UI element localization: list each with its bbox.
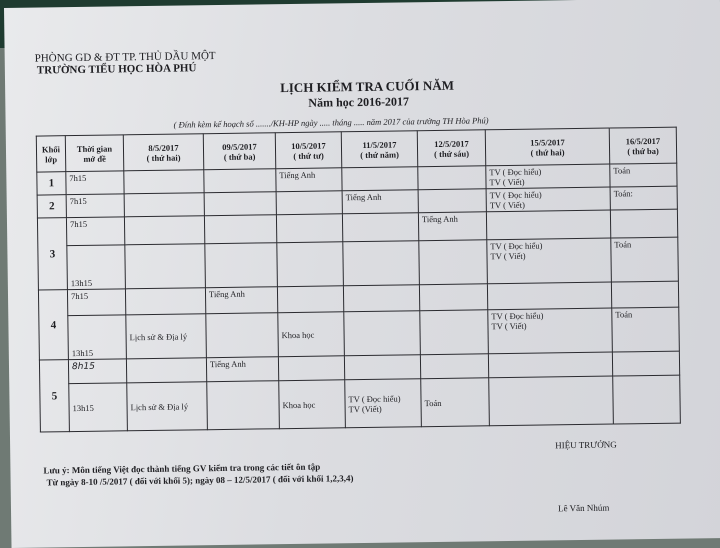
schedule-cell: Tiếng Anh bbox=[205, 287, 277, 314]
exam-schedule-table bbox=[36, 127, 681, 433]
schedule-cell: Tiếng Anh bbox=[342, 190, 418, 214]
time-cell: 7h15 bbox=[66, 217, 124, 246]
time-cell: 7h15 bbox=[66, 194, 124, 218]
header-time: Thời gian mở đề bbox=[65, 135, 123, 172]
khoi-cell: 2 bbox=[37, 195, 66, 218]
time-cell: 7h15 bbox=[66, 171, 124, 195]
schedule-cell: Khoa học bbox=[279, 380, 346, 429]
khoi-cell: 1 bbox=[37, 172, 66, 195]
schedule-cell: TV ( Đọc hiểu) TV ( Viết) bbox=[486, 164, 610, 189]
principal-signature: Lê Văn Nhúm bbox=[557, 502, 610, 514]
schedule-cell: TV ( Đọc hiểu) TV ( Viết) bbox=[488, 308, 613, 354]
footer-note-line-2: Từ ngày 8-10 /5/2017 ( đối với khối 5); ngày 08 – 12/5/2017 ( đối với khối 1,2,3,4) bbox=[46, 473, 354, 488]
time-cell: 7h15 bbox=[67, 289, 125, 316]
school-year: Năm học 2016-2017 bbox=[308, 94, 410, 110]
schedule-cell: TV ( Đọc hiểu) TV ( Viết) bbox=[487, 238, 612, 284]
table-row bbox=[40, 375, 681, 432]
time-cell: 13h15 bbox=[69, 383, 128, 432]
header-date: 09/5/2017 ( thứ ba) bbox=[203, 133, 275, 170]
org-line-1: PHÒNG GD & ĐT TP. THỦ DẦU MỘT bbox=[34, 50, 216, 65]
time-cell: 13h15 bbox=[68, 315, 127, 360]
schedule-cell: Toán bbox=[421, 378, 490, 427]
time-cell bbox=[68, 359, 126, 384]
schedule-cell: TV ( Đọc hiểu) TV ( Viết) bbox=[486, 187, 610, 212]
khoi-cell: 3 bbox=[37, 218, 67, 290]
header-date: 8/5/2017 ( thứ hai) bbox=[123, 134, 203, 171]
schedule-cell: Tiếng Anh bbox=[206, 357, 278, 382]
header-khoi: Khối lớp bbox=[36, 136, 65, 172]
schedule-cell: Tiếng Anh bbox=[418, 212, 486, 241]
khoi-cell: 4 bbox=[38, 290, 68, 360]
schedule-cell: Khoa học bbox=[278, 312, 345, 357]
schedule-cell: Lịch sử & Địa lý bbox=[126, 314, 207, 359]
schedule-cell: Tiếng Anh bbox=[276, 168, 342, 192]
footer-note-line-1: Lưu ý: Môn tiếng Việt đọc thành tiếng GV kiểm tra trong các tiết ôn tập bbox=[43, 461, 321, 476]
schedule-cell: TV ( Đọc hiểu) TV (Viết) bbox=[345, 379, 422, 428]
schedule-cell: Toán bbox=[610, 163, 677, 187]
time-cell: 13h15 bbox=[67, 245, 126, 290]
schedule-cell: Lịch sử & Địa lý bbox=[127, 382, 208, 431]
header-date: 11/5/2017 ( thứ năm) bbox=[341, 131, 417, 168]
handwritten-time: 8h15 bbox=[71, 361, 95, 373]
header-date: 12/5/2017 ( thứ sáu) bbox=[417, 130, 485, 167]
principal-label: HIỆU TRƯỞNG bbox=[555, 439, 617, 451]
schedule-cell: Toán: bbox=[610, 186, 677, 210]
org-line-2: TRƯỜNG TIỂU HỌC HÒA PHÚ bbox=[36, 62, 197, 77]
schedule-document bbox=[4, 0, 720, 548]
khoi-cell: 5 bbox=[39, 360, 69, 432]
header-date: 10/5/2017 ( thứ tư) bbox=[275, 132, 341, 169]
document-title: LỊCH KIỂM TRA CUỐI NĂM bbox=[280, 77, 455, 96]
attachment-note: ( Đính kèm kế hoạch số ......./KH-HP ngày ..... tháng ..... năm 2017 của trường TH Hòa Phú) bbox=[173, 115, 489, 130]
schedule-cell: Toán bbox=[612, 307, 680, 352]
header-date: 16/5/2017 ( thứ ba) bbox=[609, 127, 676, 164]
schedule-cell: Toán bbox=[611, 237, 679, 282]
header-date: 15/5/2017 ( thứ hai) bbox=[485, 128, 609, 166]
